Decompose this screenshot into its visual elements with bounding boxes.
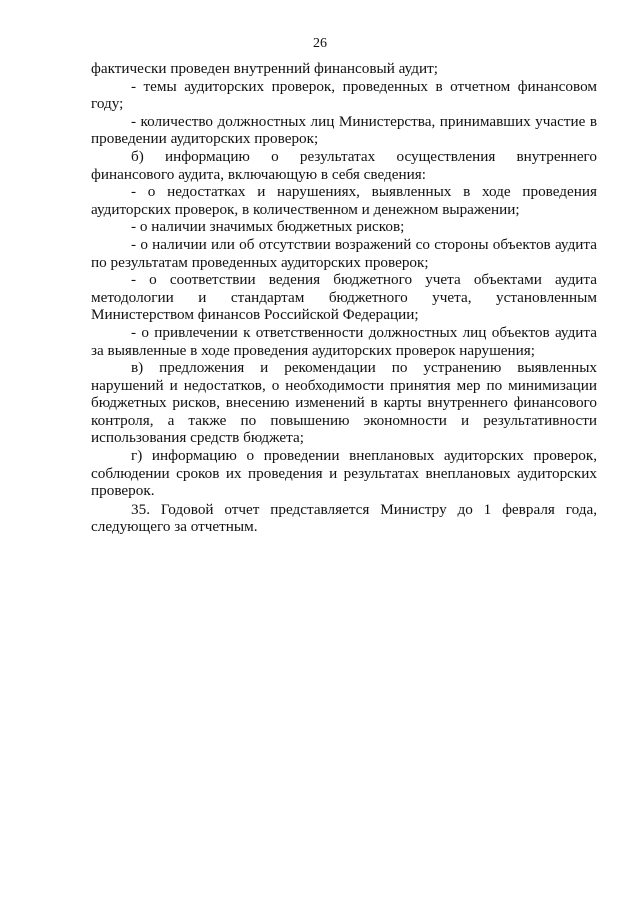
paragraph-section-g: г) информацию о проведении внеплановых аудиторских проверок, соблюдении сроков их проведения и результатах внеплановых аудиторских проверок. xyxy=(91,447,597,500)
list-item-accounting-compliance: - о соответствии ведения бюджетного учета объектами аудита методологии и стандартам бюджетного учета, установленным Министерством финансов Российской Федерации; xyxy=(91,271,597,324)
paragraph-section-b: б) информацию о результатах осуществления внутреннего финансового аудита, включающую в себя сведения: xyxy=(91,147,597,183)
paragraph-section-v: в) предложения и рекомендации по устранению выявленных нарушений и недостатков, о необходимости принятия мер по минимизации бюджетных рисков, внесению изменений в карты внутреннего финансового контроля, а также по повышению экономности и результативности использования средств бюджета; xyxy=(91,359,597,447)
list-item-officials-count: - количество должностных лиц Министерства, принимавших участие в проведении аудиторских проверок; xyxy=(91,112,597,148)
list-item-audit-topics: - темы аудиторских проверок, проведенных в отчетном финансовом году; xyxy=(91,77,597,113)
page-number: 26 xyxy=(313,36,327,51)
paragraph-continuation: фактически проведен внутренний финансовый аудит; xyxy=(91,60,438,77)
document-body xyxy=(91,60,597,536)
paragraph-clause-35: 35. Годовой отчет представляется Министру до 1 февраля года, следующего за отчетным. xyxy=(91,500,597,536)
list-item-budget-risks: - о наличии значимых бюджетных рисков; xyxy=(131,218,405,236)
list-item-objections: - о наличии или об отсутствии возражений со стороны объектов аудита по результатам проведенных аудиторских проверок; xyxy=(91,235,597,271)
list-item-liability: - о привлечении к ответственности должностных лиц объектов аудита за выявленные в ходе проведения аудиторских проверок нарушения; xyxy=(91,323,597,359)
list-item-deficiencies: - о недостатках и нарушениях, выявленных в ходе проведения аудиторских проверок, в количественном и денежном выражении; xyxy=(91,183,597,218)
